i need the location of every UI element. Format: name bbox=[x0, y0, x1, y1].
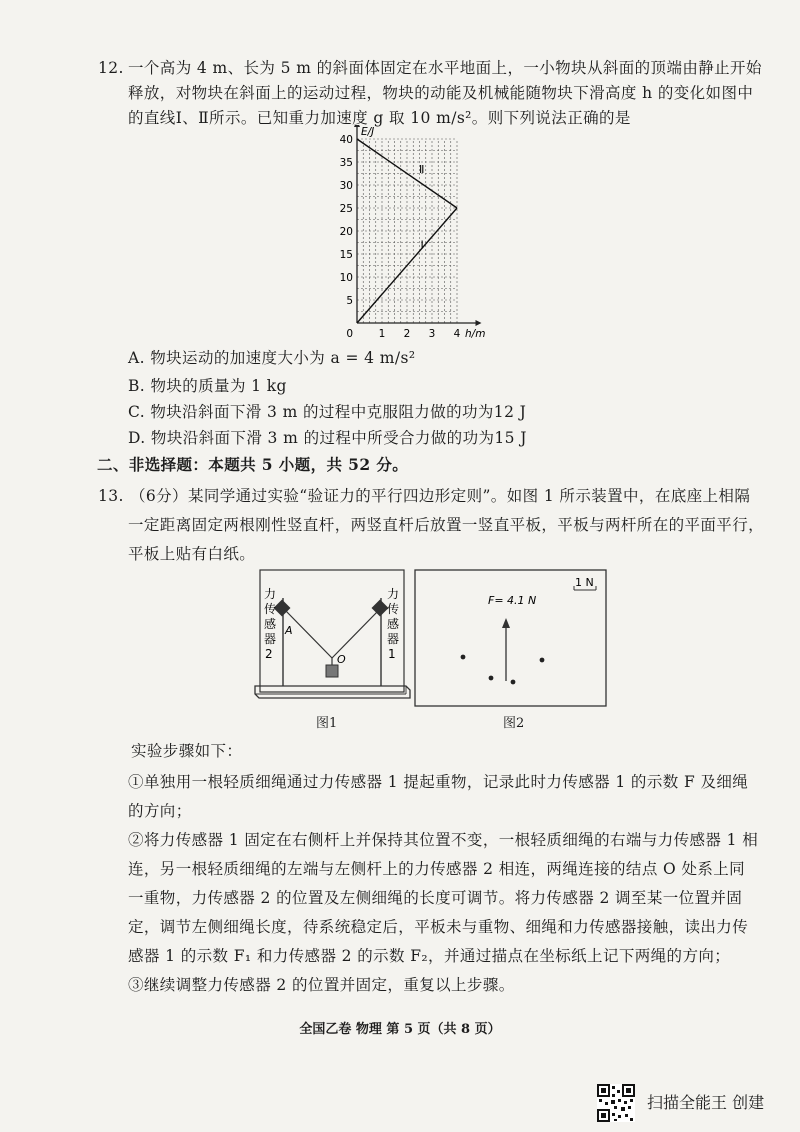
weight bbox=[326, 665, 338, 677]
y-tick-label: 25 bbox=[339, 203, 353, 215]
sensor-2-label-3: 器 bbox=[264, 632, 277, 646]
y-tick-label: 30 bbox=[339, 180, 353, 192]
x-tick-label: 1 bbox=[378, 328, 386, 340]
step-2-line-1: ②将力传感器 1 固定在右侧杆上并保持其位置不变，一根轻质细绳的右端与力传感器 1 相 bbox=[128, 831, 759, 849]
q12-text-line-1: 一个高为 4 m、长为 5 m 的斜面体固定在水平地面上，一小物块从斜面的顶端由静止开始 bbox=[128, 59, 762, 77]
y-axis-arrow bbox=[354, 125, 360, 127]
right-string bbox=[332, 610, 379, 658]
q13-text-line-3: 平板上贴有白纸。 bbox=[128, 545, 256, 563]
q13-text-line-2: 一定距离固定两根刚性竖直杆，两竖直杆后放置一竖直平板，平板与两杆所在的平面平行， bbox=[128, 516, 765, 534]
sensor-2-label-1: 传 bbox=[264, 602, 277, 616]
step-3: ③继续调整力传感器 2 的位置并固定，重复以上步骤。 bbox=[128, 976, 515, 994]
chart-labels bbox=[340, 126, 486, 340]
chart-axes bbox=[354, 125, 482, 326]
sensor-2-label-2: 感 bbox=[264, 617, 277, 631]
sensor-1-body bbox=[372, 600, 389, 617]
x-axis-arrow bbox=[476, 320, 482, 326]
y-tick-label: 35 bbox=[339, 157, 353, 169]
q12-option-b: B. 物块的质量为 1 kg bbox=[128, 377, 287, 395]
figure-2-record bbox=[413, 568, 609, 710]
step-2-line-5: 感器 1 的示数 F₁ 和力传感器 2 的示数 F₂，并通过描点在坐标纸上记下两绳的方向； bbox=[128, 947, 731, 965]
sensor-2-body bbox=[274, 600, 291, 617]
figure-1-apparatus bbox=[252, 568, 414, 710]
q12-number: 12. bbox=[98, 59, 124, 77]
scale-label: 1 N bbox=[575, 576, 594, 589]
step-1-line-1: ①单独用一根轻质细绳通过力传感器 1 提起重物，记录此时力传感器 1 的示数 F 及细绳 bbox=[128, 773, 749, 791]
q13-text-line-1: （6分）某同学通过实验“验证力的平行四边形定则”。如图 1 所示装置中，在底座上相隔 bbox=[130, 487, 751, 505]
point-o-label: O bbox=[337, 653, 346, 666]
force-label: F= 4.1 N bbox=[488, 594, 537, 607]
y-tick-label: 20 bbox=[339, 226, 353, 238]
q12-option-a: A. 物块运动的加速度大小为 a = 4 m/s² bbox=[128, 349, 416, 367]
q12-option-d: D. 物块沿斜面下滑 3 m 的过程中所受合力做的功为15 J bbox=[128, 429, 527, 447]
figure-1-caption: 图1 bbox=[316, 716, 338, 731]
chart-grid bbox=[357, 139, 457, 323]
energy-height-chart bbox=[325, 125, 500, 340]
record-dot bbox=[461, 655, 466, 660]
x-tick-label: 0 bbox=[346, 328, 353, 340]
page-footer: 全国乙卷 物理 第 5 页（共 8 页） bbox=[299, 1022, 501, 1037]
x-axis-label: h/m bbox=[465, 328, 486, 340]
sensor-1-label-0: 力 bbox=[387, 587, 400, 601]
record-dot bbox=[489, 676, 494, 681]
sensor-2-label-4: 2 bbox=[265, 647, 273, 661]
y-tick-label: 40 bbox=[339, 134, 353, 146]
x-tick-label: 3 bbox=[428, 328, 436, 340]
series-label-1: Ⅰ bbox=[420, 238, 424, 252]
sensor-1-label-2: 感 bbox=[387, 617, 400, 631]
y-tick-label: 10 bbox=[339, 272, 353, 284]
sensor-1-label-3: 器 bbox=[387, 632, 400, 646]
record-dot bbox=[511, 680, 516, 685]
y-tick-label: 15 bbox=[339, 249, 353, 261]
sensor-2-label-0: 力 bbox=[264, 587, 277, 601]
section-2-title: 二、非选择题：本题共 5 小题，共 52 分。 bbox=[97, 455, 409, 474]
sensor-1-label-4: 1 bbox=[388, 647, 396, 661]
x-tick-label: 2 bbox=[403, 328, 411, 340]
sensor-1-label-1: 传 bbox=[387, 602, 400, 616]
step-2-line-2: 连，另一根轻质细绳的左端与左侧杆上的力传感器 2 相连，两绳连接的结点 O 处系上同 bbox=[128, 860, 746, 878]
y-tick-label: 5 bbox=[346, 295, 353, 307]
figure-2-caption: 图2 bbox=[503, 716, 525, 731]
record-dot bbox=[540, 658, 545, 663]
step-2-line-4: 定，调节左侧细绳长度，待系统稳定后，平板未与重物、细绳和力传感器接触，读出力传 bbox=[128, 918, 749, 936]
qr-code-icon bbox=[597, 1084, 635, 1122]
q13-number: 13. bbox=[98, 487, 124, 505]
step-1-line-2: 的方向； bbox=[128, 802, 192, 820]
steps-title: 实验步骤如下： bbox=[131, 742, 243, 760]
scanner-watermark: 扫描全能王 创建 bbox=[647, 1093, 765, 1112]
x-tick-label: 4 bbox=[453, 328, 461, 340]
y-axis-label: E/J bbox=[361, 126, 375, 138]
q12-text-line-2: 释放，对物块在斜面上的运动过程，物块的动能及机械能随物块下滑高度 h 的变化如图中 bbox=[128, 84, 754, 102]
q12-option-c: C. 物块沿斜面下滑 3 m 的过程中克服阻力做的功为12 J bbox=[128, 403, 527, 421]
series-label-2: Ⅱ bbox=[419, 162, 425, 176]
step-2-line-3: 一重物，力传感器 2 的位置及左侧细绳的长度可调节。将力传感器 2 调至某一位置并固 bbox=[128, 889, 743, 907]
q12-text-line-3: 的直线Ⅰ、Ⅱ所示。已知重力加速度 g 取 10 m/s²。则下列说法正确的是 bbox=[128, 109, 631, 127]
point-a-label: A bbox=[285, 624, 293, 637]
force-arrowhead bbox=[502, 618, 510, 628]
